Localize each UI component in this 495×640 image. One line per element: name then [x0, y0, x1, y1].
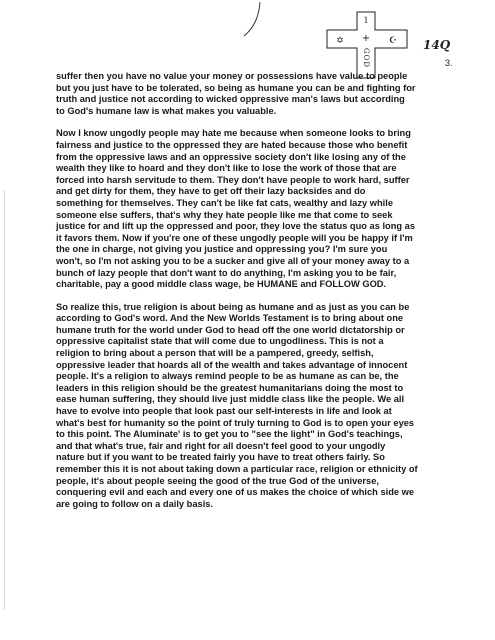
text-line: it favors them. Now if you're one of these ungodly people will you be happy if I'm [56, 232, 413, 243]
text-line: So realize this, true religion is about being as humane and as just as you can be [56, 301, 410, 312]
text-line: are going to follow on a daily basis. [56, 498, 214, 509]
text-line: justice for and lift up the oppressed and poor, they love the status quo as long as [56, 221, 416, 232]
star-of-david-icon: ✡ [336, 36, 344, 46]
page-number: 3. [445, 58, 453, 68]
text-line: won't, so I'm not asking you to be a sucker and give all of your money away to a [56, 255, 410, 266]
text-line: charitable, pay a good middle class wage, be HUMANE and FOLLOW GOD. [56, 279, 387, 290]
text-line: the one in charge, not giving you justice and oppressing you? I'm sure you [56, 244, 388, 255]
text-line: according to God's word. And the New Worlds Testament is to bring about one [56, 313, 404, 324]
text-line: bunch of lazy people that don't want to do anything, I'm asking you to be fair, [56, 267, 397, 278]
text-line: someone else suffers, that's why they hate people like me that come to seek [56, 209, 393, 220]
text-line: people, it's about people seeing the good of the true God of the universe, [56, 475, 379, 486]
text-line: religion to bring about a person that will be a pampered, greedy, selfish, [56, 348, 374, 359]
cross-drawing [325, 10, 415, 80]
paragraph [56, 302, 471, 511]
text-line: and get dirty for them, they have to get off their lazy backsides and do [56, 186, 366, 197]
text-line: nature but if you want to be treated fairly you have to treat others fairly. So [56, 452, 385, 463]
text-line: leaders in this religion should be the greatest humanitarians doing the most to [56, 382, 404, 393]
crescent-icon: ☪ [388, 36, 398, 46]
text-line: something for themselves. They can't be like fat cats, wealthy and lazy while [56, 197, 394, 208]
paragraph [56, 71, 471, 117]
text-line: humane truth for the world under God to head off the one world dictatorship or [56, 324, 405, 335]
text-line: people. It's a religion to always remind people to be as humane as can be, the [56, 371, 399, 382]
text-line: to God's humane law is what makes you valuable. [56, 105, 277, 116]
text-line: but you just have to be tolerated, so being as humane you can be and fighting for [56, 82, 416, 93]
text-line: oppressive leader that hoards all of the wealth and takes advantage of innocent [56, 359, 408, 370]
left-margin-line [4, 190, 5, 610]
text-line: remember this it is not about taking down a particular race, religion or ethnicity of [56, 464, 418, 474]
text-line: suffer then you have no value your money or possessions have value to people [56, 71, 408, 81]
text-line: have to evolve into people that look past our self-interests in life and look at [56, 406, 392, 417]
text-line: Now I know ungodly people may hate me because when someone looks to bring [56, 128, 411, 139]
text-line: oppressive capitalist state that will come due to ungodliness. This is not a [56, 336, 384, 347]
text-line: and that what's true, fair and right for all doesn't feel good to your ungodly [56, 440, 386, 451]
paragraph [56, 128, 471, 290]
pen-stroke-mark [238, 0, 268, 40]
text-line: wealth they like to hoard and they don't like to lose the work of those that are [56, 163, 397, 174]
cross-bottom-text: GOD [362, 48, 370, 68]
text-line: conquering evil and each and every one of us makes the choice of which side we [56, 487, 415, 498]
cross-icon: + [361, 33, 371, 44]
text-line: truth and justice not according to wicked oppressive man's laws but according [56, 94, 405, 105]
handwritten-number: 14Q [423, 38, 451, 52]
body-text [56, 71, 471, 521]
text-line: from the oppressive laws and an oppressive society don't like losing any of the [56, 151, 406, 162]
cross-top-glyph: 1 [363, 16, 369, 25]
text-line: fairness and justice to the oppressed they are hated because those who benefit [56, 139, 408, 150]
text-line: forced into harsh servitude to them. They don't have people to work hard, suffer [56, 174, 410, 185]
text-line: to this point. The Aluminate' is to get you to "see the light" in God's teachings, [56, 429, 403, 440]
text-line: what's best for humanity so the point of truly turning to God is to open your eyes [56, 417, 415, 428]
text-line: ease human suffering, they should live just middle class like the people. We all [56, 394, 405, 405]
